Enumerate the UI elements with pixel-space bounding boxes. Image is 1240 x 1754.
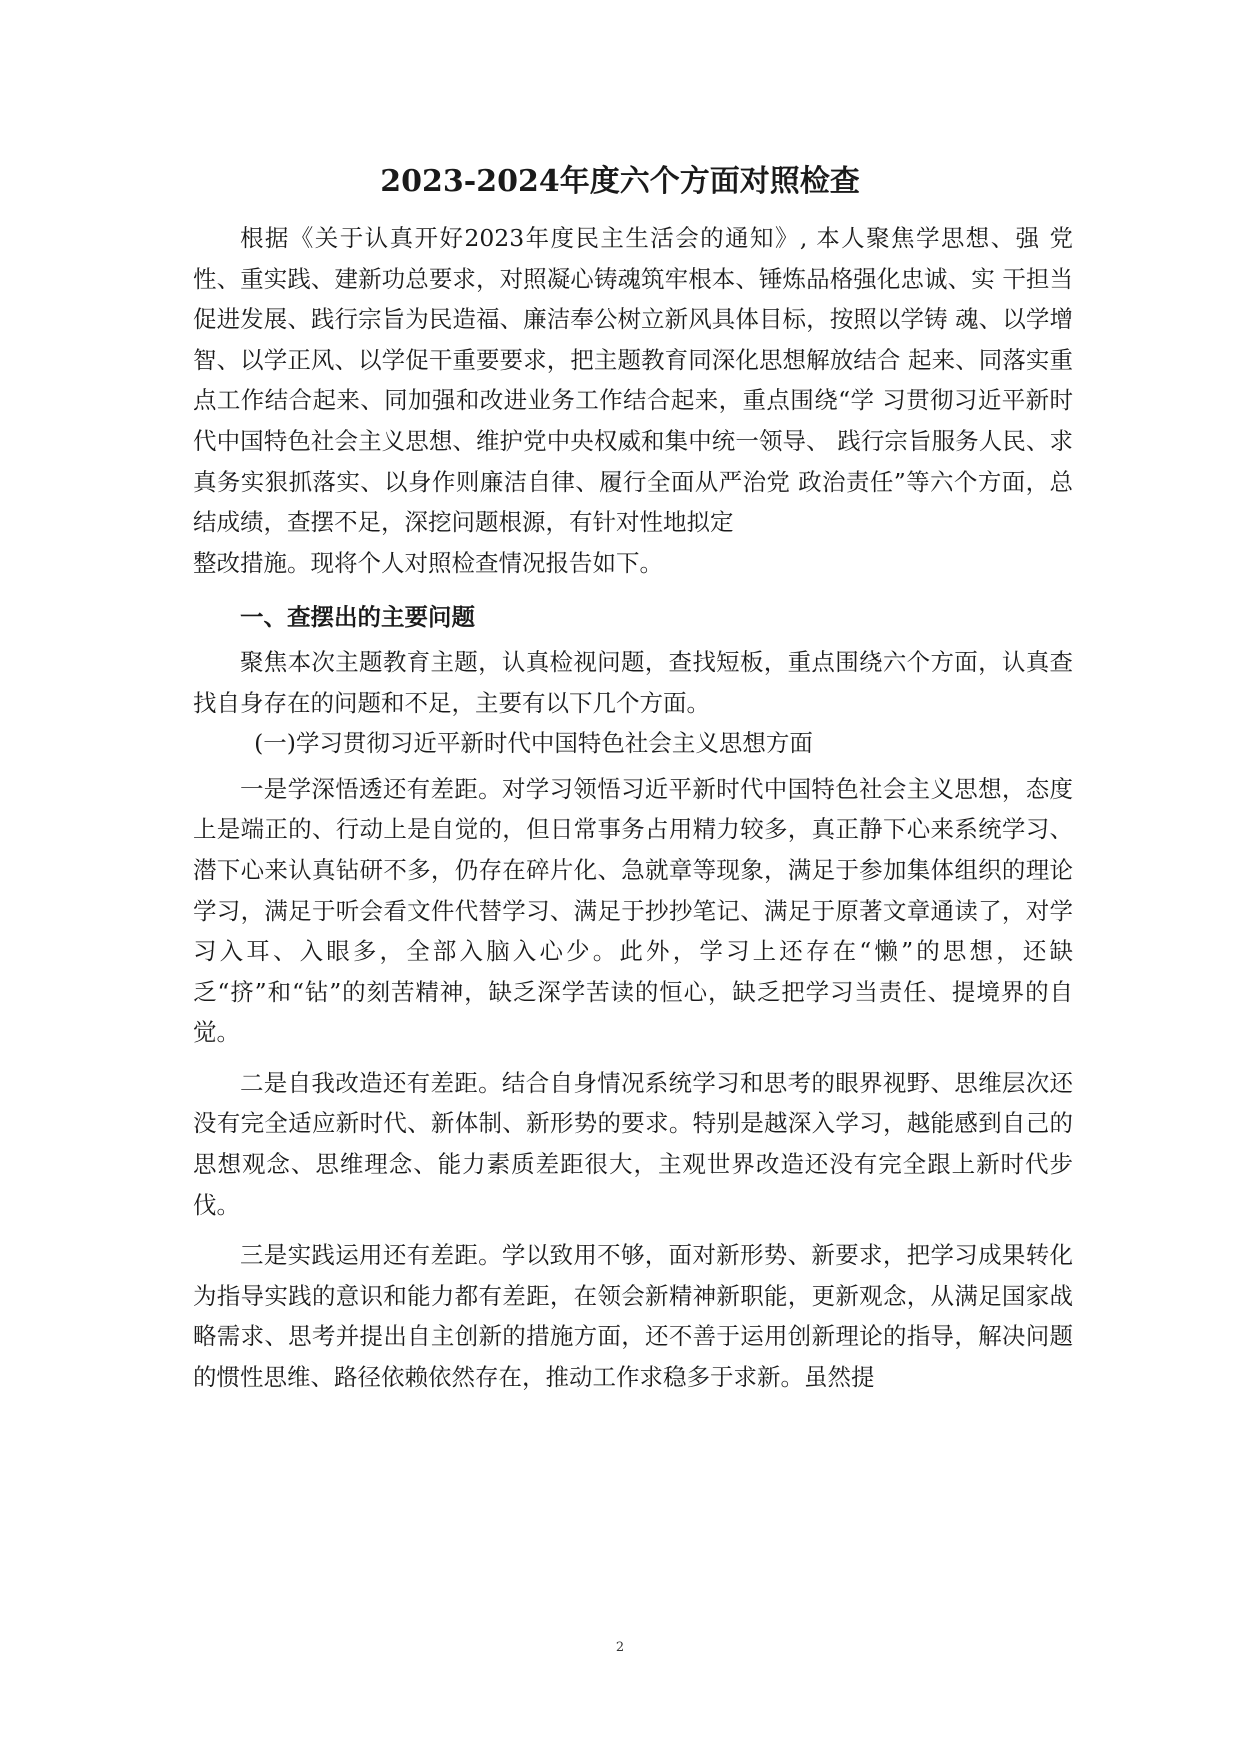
document-body bbox=[193, 218, 1073, 1398]
intro-paragraph-continuation: 整改措施。现将个人对照检查情况报告如下。 bbox=[193, 548, 663, 577]
body-paragraph-point-1: 一是学深悟透还有差距。对学习领悟习近平新时代中国特色社会主义思想，态度上是端正的、行动上是自觉的，但日常事务占用精力较多，真正静下心来系统学习、潜下心来认真钻研不多，仍存在碎片化、急就章等现象，满足于参加集体组织的理论学习，满足于听会看文件代替学习、满足于抄抄笔记、满足于原著文章通读了，对学习入耳、入眼多，全部入脑入心少。此外，学习上还存在“懒”的思想，还缺乏“挤”和“钻”的刻苦精神，缺乏深学苦读的恒心，缺乏把学习当责任、提境界的自觉。 bbox=[193, 774, 1073, 1047]
subsection-heading: (一)学习贯彻习近平新时代中国特色社会主义思想方面 bbox=[254, 729, 813, 758]
page-number: 2 bbox=[615, 1640, 625, 1655]
intro-paragraph: 根据《关于认真开好2023年度民主生活会的通知》, 本人聚焦学思想、强 党性、重实践、建新功总要求，对照凝心铸魂筑牢根本、锤炼品格强化忠诚、实 干担当促进发展、践行宗旨为民造福、廉洁奉公树立新风具体目标，按照以学铸 魂、以学增智、以学正风、以学促干重要要求，把主题教育同深化思想解放结合 起来、同落实重点工作结合起来、同加强和改进业务工作结合起来，重点围绕“学 习贯彻习近平新时代中国特色社会主义思想、维护党中央权威和集中统一领导、 践行宗旨服务人民、求真务实狠抓落实、以身作则廉洁自律、履行全面从严治党 政治责任”等六个方面，总结成绩，查摆不足，深挖问题根源，有针对性地拟定 bbox=[193, 224, 1073, 537]
body-paragraph-point-2: 二是自我改造还有差距。结合自身情况系统学习和思考的眼界视野、思维层次还没有完全适应新时代、新体制、新形势的要求。特别是越深入学习，越能感到自己的思想观念、思维理念、能力素质差距很大，主观世界改造还没有完全跟上新时代步伐。 bbox=[193, 1068, 1073, 1219]
document-title: 2023-2024年度六个方面对照检查 bbox=[380, 164, 860, 199]
section-heading: 一、查摆出的主要问题 bbox=[240, 603, 475, 632]
body-paragraph-point-3: 三是实践运用还有差距。学以致用不够，面对新形势、新要求，把学习成果转化为指导实践的意识和能力都有差距，在领会新精神新职能，更新观念，从满足国家战略需求、思考并提出自主创新的措施方面，还不善于运用创新理论的指导，解决问题的惯性思维、路径依赖依然存在，推动工作求稳多于求新。虽然提 bbox=[193, 1241, 1073, 1392]
section-intro-paragraph: 聚焦本次主题教育主题，认真检视问题，查找短板，重点围绕六个方面，认真查找自身存在的问题和不足，主要有以下几个方面。 bbox=[193, 647, 1073, 717]
